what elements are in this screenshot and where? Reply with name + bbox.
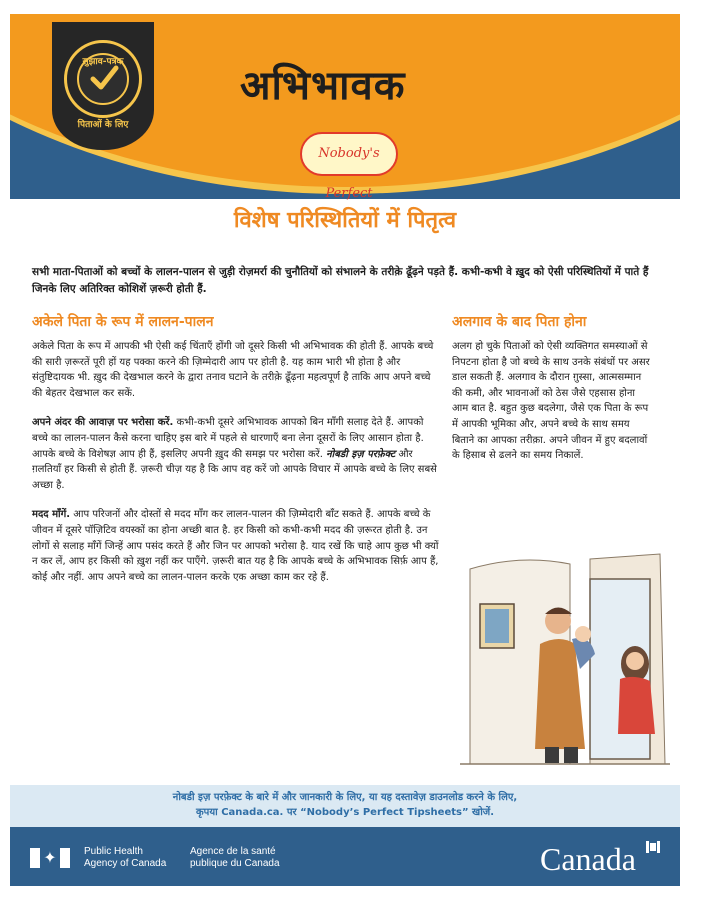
intro-paragraph: सभी माता-पिताओं को बच्चों के लालन-पालन से जुड़ी रोज़मर्रा की चुनौतियों को संभालने के तरीक़े ढूँढ़ने पड़ते हैं. कभी-कभी वे ख़ुद को ऐसी परिस्थितियों में पाते हैं जिनके लिए अतिरिक्त कोशिशें ज़रूरी होती हैं. [32,266,649,295]
agency-en-line-2: Agency of Canada [84,858,167,869]
section-heading-single-father: अकेले पिता के रूप में लालन-पालन [32,314,214,330]
tipsheet-page [10,14,680,886]
canada-flag-icon: ✦ [30,848,70,868]
section-heading-after-separation: अलगाव के बाद पिता होना [452,314,587,330]
paragraph-ask-help [32,507,440,585]
logo-text: Nobody's Perfect [318,146,380,201]
nobodys-perfect-logo [300,132,398,201]
tip-text-trust-b: और ग़लतियाँ हर किसी से होती हैं. ज़रूरी चीज़ यह है कि आप वह करें जो आपके विचार में आपके बच्चे के लिए सबसे अच्छा है. [32,448,437,491]
footer-info-line-2: कृपया Canada.ca. पर “Nobody’s Perfect Tipsheets” खोजें. [195,807,495,818]
right-column [452,312,652,478]
badge-bottom-label: पिताओं के लिए [77,120,129,130]
footer-bar [10,827,680,886]
paragraph-trust-yourself [32,415,440,493]
footer-info-line-1: नोबडी इज़ परफ़ेक्ट के बारे में और जानकारी के लिए, या यह दस्तावेज़ डाउनलोड करने के लिए, [172,792,518,803]
program-name: नोबडी इज़ परफ़ेक्ट [326,448,396,460]
footer-info-band [10,785,680,827]
page-subtitle: विशेष परिस्थितियों में पितृत्व [233,208,457,233]
agency-fr-line-2: publique du Canada [190,858,280,869]
canada-wordmark: Canada [540,841,636,877]
badge-top-label: सुझाव-पत्रक [82,57,124,67]
agency-name-french [190,846,280,870]
father-child-illustration [460,549,670,769]
paragraph-after-separation: अलग हो चुके पिताओं को ऐसी व्यक्तिगत समस्याओं से निपटना होता है जो बच्चे के साथ उनके संबंधों पर असर डाल सकती हैं. अलगाव के दौरान ग़ुस्सा, आत्मसम्मान की कमी, और भावनाओं को ठेस जैसे एहसास होना आम बात है. बहुत कुछ बदलेगा, जैसे एक पिता के रूप में आपकी भूमिका और, अपने बच्चे के साथ समय बिताने का आपका तरीक़ा. अपने जीवन में हुए बदलावों के हिसाब से ढलने का समय निकालें. [452,341,650,462]
agency-name-english [84,846,166,870]
tipsheet-badge [52,22,154,150]
tip-text-help: आप परिजनों और दोस्तों से मदद माँग कर लालन-पालन की ज़िम्मेदारी बाँट सकते हैं. आपके बच्चे के जीवन में दूसरे पॉज़िटिव वयस्कों का होना अच्छी बात है. हर किसी को कभी-कभी मदद की ज़रूरत होती है. उन लोगों से सलाह माँगें जिन्हें आप पसंद करते हैं और जिन पर आपको भरोसा है. याद रखें कि चाहे आप कुछ भी क्यों न कर लें, आप हर किसी को ख़ुश नहीं कर पाएँगे. ज़रूरी बात यह है कि आपके बच्चे के अभिभावक सिर्फ़ आप हैं, कोई और नहीं. आप अपने बच्चे का लालन-पालन करके एक अच्छा काम कर रहे हैं. [32,509,439,583]
tip-title-trust: अपने अंदर की आवाज़ पर भरोसा करें. [32,417,174,429]
tip-text-trust-a: कभी-कभी दूसरे अभिभावक आपको बिन माँगी सलाह देते हैं. आपको बच्चे का लालन-पालन कैसे करना चाहिए इस बारे में पहले से धारणाएँ बना लेना दूसरों के लिए आसान होता है. आपके बच्चे के विशेषज्ञ आप ही हैं, इसलिए अपनी ख़ुद की समझ पर भरोसा करें. [32,417,424,460]
left-column [32,312,440,599]
page-title: अभिभावक [240,63,406,109]
agency-fr-line-1: Agence de la santé [190,846,276,857]
checkmark-icon [88,62,120,94]
wordmark-flag-icon [646,841,660,853]
tip-title-help: मदद माँगें. [32,509,71,521]
agency-en-line-1: Public Health [84,846,143,857]
paragraph-single-father: अकेले पिता के रूप में आपकी भी ऐसी कई चिंताएँ होंगी जो दूसरे किसी भी अभिभावक की होती हैं. आपके बच्चे की सारी ज़रूरतें पूरी हों यह पक्का करने की ज़िम्मेदारी आप पर होती है. यह काम भारी भी होता है और संतुष्टिदायक भी. ख़ुद की देखभाल करने के द्वारा तनाव घटाने के तरीक़े ढूँढ़ना महत्वपूर्ण है ताकि आप अपने बच्चे की बेहतर देखभाल कर सकें. [32,341,434,399]
